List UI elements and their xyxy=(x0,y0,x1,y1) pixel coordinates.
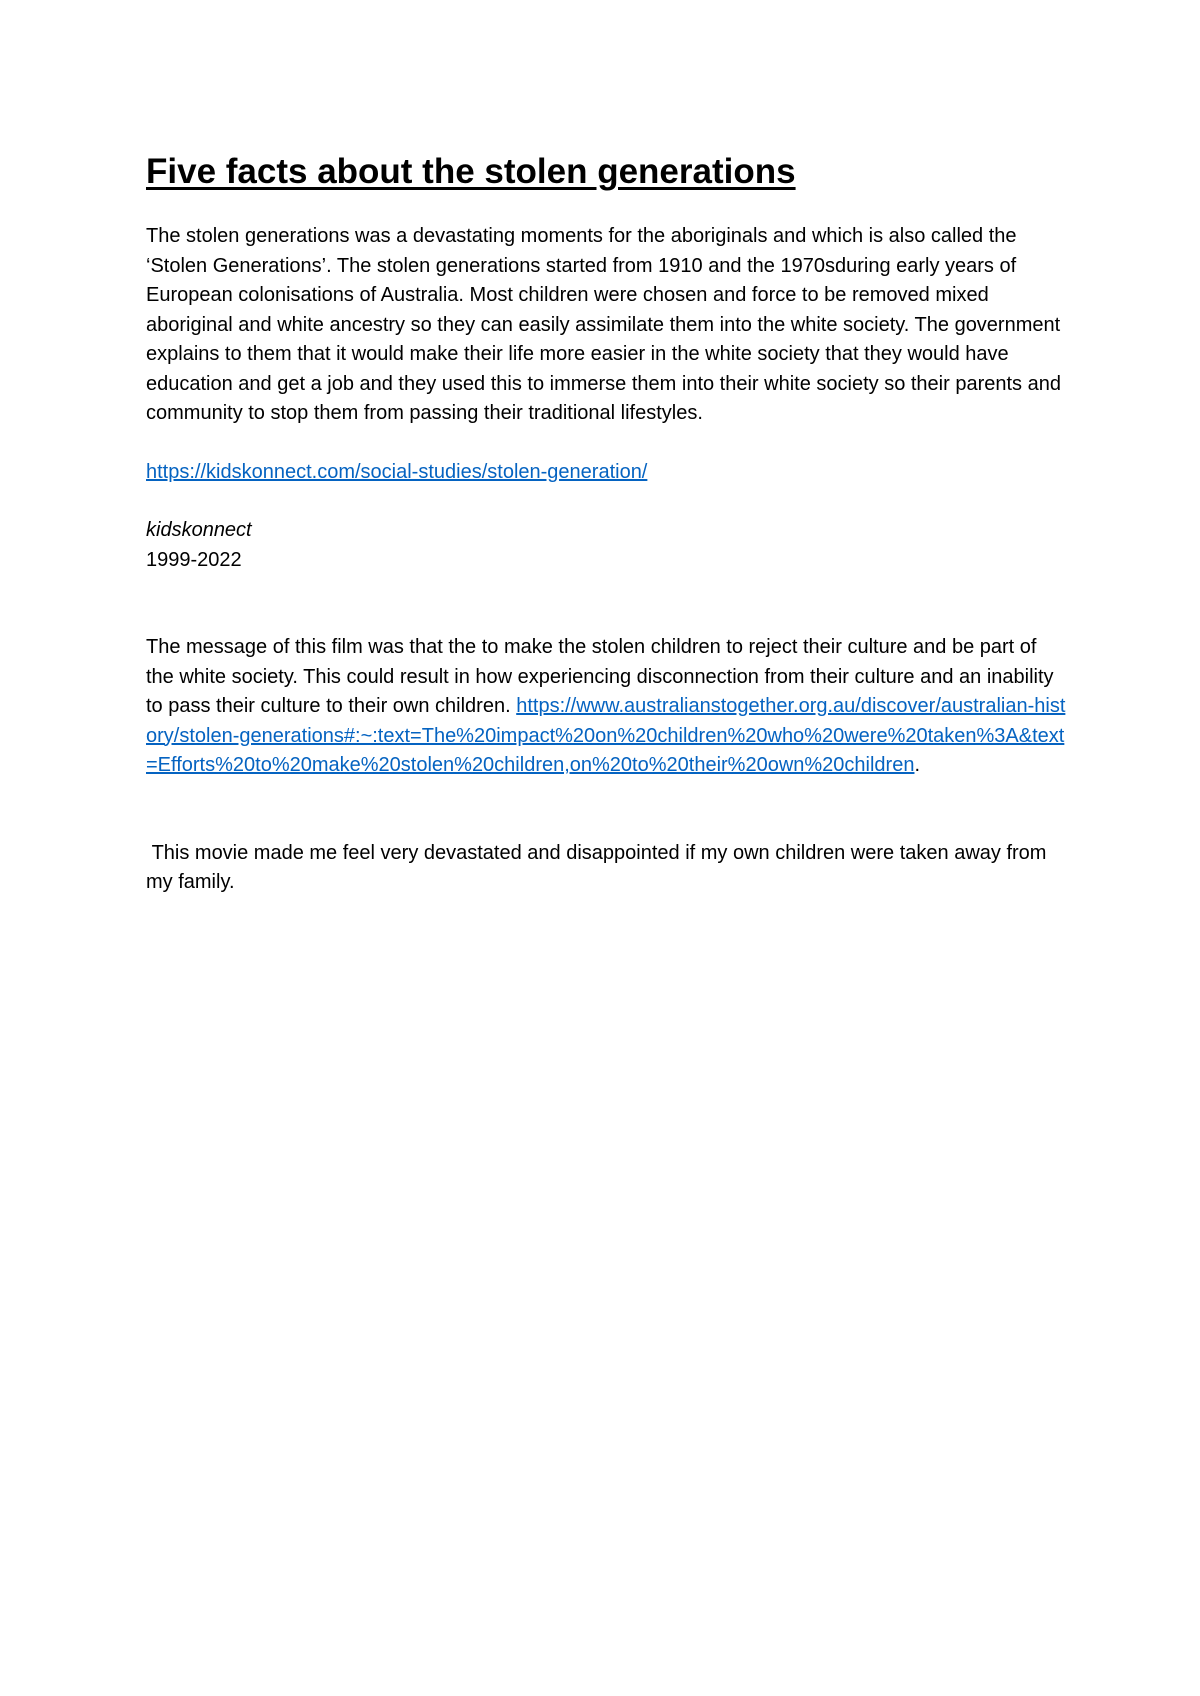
paragraph-film-message xyxy=(146,633,1066,781)
document-page xyxy=(146,150,1066,898)
paragraph-intro: The stolen generations was a devastating moments for the aboriginals and which is also called the ‘Stolen Generations’. The stolen generations started from 1910 and the 1970sduring early years of European colonisations of Australia. Most children were chosen and force to be removed mixed aboriginal and white ancestry so they can easily assimilate them into the white society. The government explains to them that it would make their life more easier in the white society that they would have education and get a job and they used this to immerse them into their white society so their parents and community to stop them from passing their traditional lifestyles. xyxy=(146,225,1061,424)
australianstogether-link[interactable]: https://www.australianstogether.org.au/discover/australian-history/stolen-generations#:~:text=The%20impact%20on%20children%20who%20were%20taken%3A&text=Efforts%20to%20make%20stolen%20children,on%20to%20their%20own%20children xyxy=(146,695,1066,776)
paragraph-feelings: This movie made me feel very devastated and disappointed if my own children were taken away from my family. xyxy=(146,841,1053,893)
source-name: kidskonnect xyxy=(146,519,252,541)
source-years: 1999-2022 xyxy=(146,548,242,571)
film-message-text: The message of this film was that the to make the stolen children to reject their culture and be part of the white society. This could result in how experiencing disconnection from their culture and an inability to pass their culture to their own children. xyxy=(146,636,1054,717)
document-title: Five facts about the stolen generations xyxy=(146,152,796,191)
link-trailing-period: . xyxy=(914,754,921,776)
kidskonnect-link-paragraph xyxy=(146,458,1066,488)
kidskonnect-link[interactable]: https://kidskonnect.com/social-studies/stolen-generation/ xyxy=(146,460,648,483)
